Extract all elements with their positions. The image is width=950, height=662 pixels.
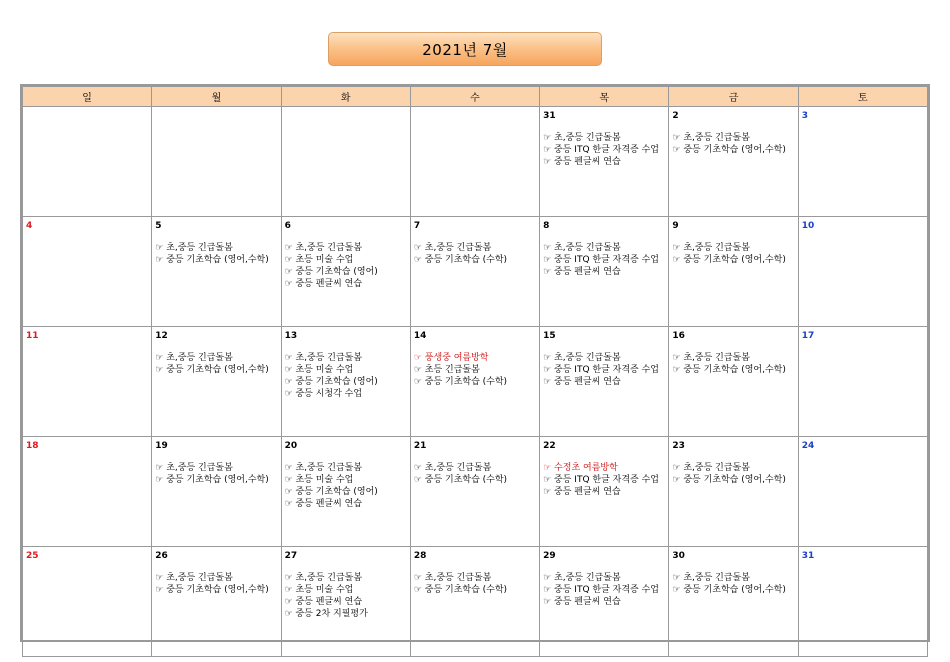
day-cell[interactable] — [281, 327, 410, 437]
event-list — [155, 572, 277, 596]
day-cell[interactable] — [540, 217, 669, 327]
event-item: ☞ 초등 미술 수업 — [284, 365, 354, 375]
event-item: ☞ 초,중등 긴급돌봄 — [155, 463, 233, 473]
weekday-sunday: 일 — [23, 87, 152, 107]
event-list — [414, 352, 536, 388]
calendar-grid — [20, 84, 930, 642]
day-cell[interactable] — [798, 547, 927, 657]
day-number: 29 — [543, 551, 556, 561]
week-row — [23, 547, 928, 657]
day-number: 23 — [672, 441, 685, 451]
day-cell[interactable] — [23, 217, 152, 327]
event-item: ☞ 중등 펜글씨 연습 — [284, 499, 363, 509]
day-cell[interactable] — [669, 547, 798, 657]
event-item: ☞ 중등 기초학습 (영어,수학) — [155, 475, 269, 485]
event-list — [543, 352, 665, 388]
day-cell[interactable] — [540, 107, 669, 217]
day-number: 12 — [155, 331, 168, 341]
event-item: ☞ 초,중등 긴급돌봄 — [543, 573, 621, 583]
event-item: ☞ 초등 미술 수업 — [284, 475, 354, 485]
week-row — [23, 327, 928, 437]
weekday-header-row — [23, 87, 928, 107]
day-number: 31 — [801, 551, 815, 561]
event-list — [155, 462, 277, 486]
day-number: 19 — [155, 441, 168, 451]
day-cell[interactable] — [152, 437, 281, 547]
event-item: ☞ 중등 ITQ 한글 자격증 수업 — [543, 475, 659, 485]
day-cell[interactable] — [540, 437, 669, 547]
event-item: ☞ 중등 시청각 수업 — [284, 389, 363, 399]
event-item: ☞ 수정초 여름방학 — [543, 463, 618, 473]
day-number: 3 — [801, 111, 808, 121]
event-item: ☞ 중등 기초학습 (영어,수학) — [672, 255, 786, 265]
event-item: ☞ 초,중등 긴급돌봄 — [284, 243, 363, 253]
event-item: ☞ 중등 기초학습 (영어) — [284, 487, 378, 497]
month-title: 2021년 7월 — [328, 32, 602, 66]
event-item: ☞ 초,중등 긴급돌봄 — [672, 353, 750, 363]
day-cell[interactable] — [23, 437, 152, 547]
weekday-friday: 금 — [669, 87, 798, 107]
calendar-body — [23, 107, 928, 657]
day-cell[interactable] — [152, 327, 281, 437]
day-number: 14 — [413, 331, 427, 341]
day-number: 2 — [672, 111, 679, 121]
event-item: ☞ 중등 기초학습 (영어,수학) — [155, 255, 269, 265]
event-item: ☞ 초,중등 긴급돌봄 — [672, 243, 750, 253]
event-list — [285, 242, 407, 290]
day-cell[interactable] — [410, 327, 539, 437]
week-row — [23, 217, 928, 327]
event-list — [672, 462, 794, 486]
event-item: ☞ 초,중등 긴급돌봄 — [543, 243, 621, 253]
day-number: 17 — [801, 331, 815, 341]
day-cell[interactable] — [23, 547, 152, 657]
event-item: ☞ 초,중등 긴급돌봄 — [413, 463, 492, 473]
day-number: 5 — [155, 221, 162, 231]
day-number: 31 — [543, 111, 556, 121]
event-item: ☞ 중등 ITQ 한글 자격증 수업 — [543, 255, 659, 265]
event-item: ☞ 초,중등 긴급돌봄 — [413, 243, 492, 253]
day-number: 20 — [284, 441, 298, 451]
event-item: ☞ 중등 펜글씨 연습 — [543, 377, 621, 387]
event-list — [285, 352, 407, 400]
event-item: ☞ 중등 기초학습 (영어,수학) — [155, 585, 269, 595]
event-item: ☞ 중등 기초학습 (영어) — [284, 267, 378, 277]
event-list — [414, 242, 536, 266]
event-item: ☞ 중등 기초학습 (수학) — [413, 377, 508, 387]
day-number: 9 — [672, 221, 679, 231]
day-number: 21 — [413, 441, 427, 451]
day-number: 26 — [155, 551, 168, 561]
day-number: 16 — [672, 331, 685, 341]
day-cell[interactable] — [669, 107, 798, 217]
event-item: ☞ 중등 기초학습 (영어,수학) — [672, 475, 786, 485]
day-number — [285, 110, 407, 122]
day-cell[interactable] — [410, 217, 539, 327]
event-item: ☞ 중등 기초학습 (수학) — [413, 475, 508, 485]
day-cell[interactable] — [152, 107, 281, 217]
event-item: ☞ 초,중등 긴급돌봄 — [543, 133, 621, 143]
event-list — [543, 242, 665, 278]
event-list — [672, 572, 794, 596]
event-item: ☞ 중등 펜글씨 연습 — [543, 597, 621, 607]
event-item: ☞ 초,중등 긴급돌봄 — [672, 573, 750, 583]
event-item: ☞ 초,중등 긴급돌봄 — [284, 463, 363, 473]
day-number: 25 — [26, 551, 39, 561]
event-item: ☞ 풍생중 여름방학 — [413, 353, 489, 363]
event-list — [543, 462, 665, 498]
event-list — [155, 352, 277, 376]
event-item: ☞ 초,중등 긴급돌봄 — [543, 353, 621, 363]
event-list — [285, 572, 407, 620]
event-item: ☞ 중등 펜글씨 연습 — [284, 597, 363, 607]
event-list — [414, 462, 536, 486]
day-number — [155, 110, 277, 122]
day-number: 22 — [543, 441, 556, 451]
day-cell[interactable] — [23, 107, 152, 217]
event-item: ☞ 중등 ITQ 한글 자격증 수업 — [543, 365, 659, 375]
event-item: ☞ 초등 미술 수업 — [284, 255, 354, 265]
event-list — [414, 572, 536, 596]
event-item: ☞ 초,중등 긴급돌봄 — [284, 353, 363, 363]
event-item: ☞ 초,중등 긴급돌봄 — [155, 353, 233, 363]
day-cell[interactable] — [798, 107, 927, 217]
event-list — [543, 132, 665, 168]
day-number — [26, 110, 148, 122]
event-item: ☞ 초,중등 긴급돌봄 — [284, 573, 363, 583]
day-cell[interactable] — [798, 437, 927, 547]
day-number: 27 — [284, 551, 298, 561]
day-number: 24 — [801, 441, 815, 451]
event-item: ☞ 중등 펜글씨 연습 — [543, 487, 621, 497]
event-item: ☞ 중등 기초학습 (수학) — [413, 255, 508, 265]
event-item: ☞ 초등 미술 수업 — [284, 585, 354, 595]
day-cell[interactable] — [410, 107, 539, 217]
event-item: ☞ 중등 기초학습 (수학) — [413, 585, 508, 595]
event-list — [672, 242, 794, 266]
event-item: ☞ 중등 기초학습 (영어) — [284, 377, 378, 387]
day-cell[interactable] — [410, 437, 539, 547]
weekday-wednesday: 수 — [410, 87, 539, 107]
day-cell[interactable] — [23, 327, 152, 437]
day-cell[interactable] — [669, 217, 798, 327]
day-cell[interactable] — [281, 437, 410, 547]
day-number: 28 — [413, 551, 427, 561]
event-item: ☞ 초,중등 긴급돌봄 — [672, 133, 750, 143]
day-number: 6 — [284, 221, 291, 231]
event-item: ☞ 초,중등 긴급돌봄 — [413, 573, 492, 583]
event-item: ☞ 중등 기초학습 (영어,수학) — [672, 365, 786, 375]
day-cell[interactable] — [798, 217, 927, 327]
weekday-monday: 월 — [152, 87, 281, 107]
event-list — [672, 352, 794, 376]
week-row — [23, 107, 928, 217]
event-item: ☞ 중등 기초학습 (영어,수학) — [672, 585, 786, 595]
event-item: ☞ 중등 ITQ 한글 자격증 수업 — [543, 585, 659, 595]
event-item: ☞ 중등 ITQ 한글 자격증 수업 — [543, 145, 659, 155]
day-cell[interactable] — [669, 327, 798, 437]
day-number: 10 — [801, 221, 815, 231]
day-number: 15 — [543, 331, 556, 341]
day-cell[interactable] — [152, 217, 281, 327]
event-item: ☞ 초등 긴급돌봄 — [413, 365, 480, 375]
day-number: 7 — [413, 221, 421, 231]
weekday-saturday: 토 — [798, 87, 927, 107]
weekday-tuesday: 화 — [281, 87, 410, 107]
weekday-thursday: 목 — [540, 87, 669, 107]
event-item: ☞ 중등 기초학습 (영어,수학) — [155, 365, 269, 375]
event-item: ☞ 중등 2차 지필평가 — [284, 609, 368, 619]
event-list — [155, 242, 277, 266]
event-item: ☞ 초,중등 긴급돌봄 — [672, 463, 750, 473]
day-number: 18 — [26, 441, 39, 451]
event-list — [672, 132, 794, 156]
day-cell[interactable] — [152, 547, 281, 657]
event-item: ☞ 중등 기초학습 (영어,수학) — [672, 145, 786, 155]
event-item: ☞ 중등 펜글씨 연습 — [543, 267, 621, 277]
day-number: 13 — [284, 331, 298, 341]
day-cell[interactable] — [281, 107, 410, 217]
day-cell[interactable] — [798, 327, 927, 437]
event-item: ☞ 초,중등 긴급돌봄 — [155, 243, 233, 253]
event-list — [543, 572, 665, 608]
day-cell[interactable] — [281, 217, 410, 327]
event-item: ☞ 중등 펜글씨 연습 — [543, 157, 621, 167]
week-row — [23, 437, 928, 547]
day-cell[interactable] — [540, 327, 669, 437]
day-cell[interactable] — [410, 547, 539, 657]
day-number: 4 — [26, 221, 33, 231]
event-item: ☞ 초,중등 긴급돌봄 — [155, 573, 233, 583]
day-number: 8 — [543, 221, 550, 231]
day-cell[interactable] — [540, 547, 669, 657]
day-cell[interactable] — [281, 547, 410, 657]
event-item: ☞ 중등 펜글씨 연습 — [284, 279, 363, 289]
day-number: 30 — [672, 551, 685, 561]
event-list — [285, 462, 407, 510]
day-number: 11 — [26, 331, 39, 341]
day-cell[interactable] — [669, 437, 798, 547]
day-number — [414, 110, 536, 122]
